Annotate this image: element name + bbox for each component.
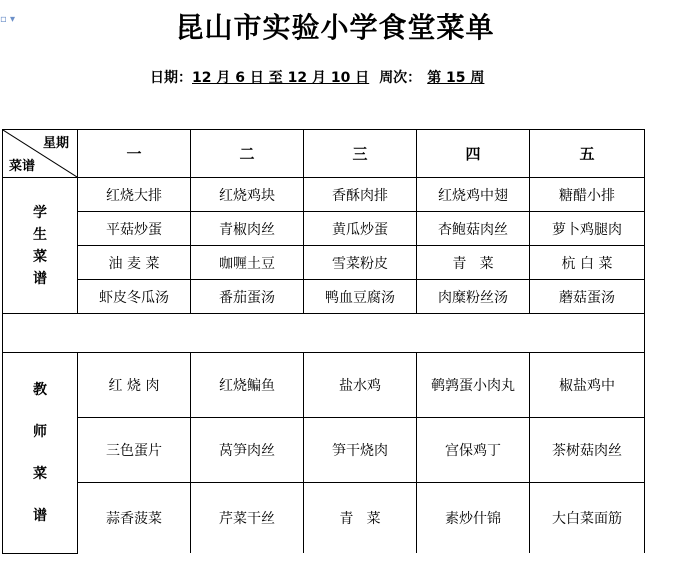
dish-cell: 椒盐鸡中 (530, 353, 645, 418)
header-row (3, 130, 645, 178)
date-range: 12 月 6 日 至 12 月 10 日 (192, 70, 370, 86)
day-header: 二 (191, 130, 304, 178)
student-row (3, 212, 645, 246)
student-row (3, 246, 645, 280)
dish-cell: 青 菜 (417, 246, 530, 280)
dish-cell: 蒜香菠菜 (78, 483, 191, 554)
dish-cell: 咖喱土豆 (191, 246, 304, 280)
week-label: 周次： (379, 70, 422, 86)
dish-cell: 莴笋肉丝 (191, 418, 304, 483)
dish-cell: 番茄蛋汤 (191, 280, 304, 314)
dish-cell: 盐水鸡 (304, 353, 417, 418)
week-value: 第 15 周 (427, 70, 485, 86)
blank-separator-row (3, 314, 645, 353)
dish-cell: 黄瓜炒蛋 (304, 212, 417, 246)
dish-cell: 鹌鹑蛋小肉丸 (417, 353, 530, 418)
menu-title: 昆山市实验小学食堂菜单 (175, 11, 495, 44)
student-row (3, 178, 645, 212)
corner-bottom-label: 菜谱 (9, 159, 36, 174)
dish-cell: 蘑菇蛋汤 (530, 280, 645, 314)
menu-table (2, 129, 645, 554)
dish-cell: 红烧鳊鱼 (191, 353, 304, 418)
dish-cell: 芹菜干丝 (191, 483, 304, 554)
teacher-row (3, 483, 645, 554)
dish-cell: 杏鲍菇肉丝 (417, 212, 530, 246)
dish-cell: 虾皮冬瓜汤 (78, 280, 191, 314)
dish-cell: 宫保鸡丁 (417, 418, 530, 483)
dish-cell: 鸭血豆腐汤 (304, 280, 417, 314)
dish-cell: 萝卜鸡腿肉 (530, 212, 645, 246)
dish-cell: 平菇炒蛋 (78, 212, 191, 246)
dish-cell: 红烧鸡块 (191, 178, 304, 212)
student-menu-label: 学 生 菜 谱 (3, 178, 78, 314)
dish-cell: 油 麦 菜 (78, 246, 191, 280)
dish-cell: 素炒什锦 (417, 483, 530, 554)
day-header: 五 (530, 130, 645, 178)
dish-cell: 青椒肉丝 (191, 212, 304, 246)
dish-cell: 杭 白 菜 (530, 246, 645, 280)
menu-meta-line (150, 68, 484, 88)
day-header: 四 (417, 130, 530, 178)
corner-top-label: 星期 (42, 136, 69, 151)
teacher-menu-label: 教 师 菜 谱 (3, 353, 78, 554)
dish-cell: 三色蛋片 (78, 418, 191, 483)
dish-cell: 香酥肉排 (304, 178, 417, 212)
dish-cell: 雪菜粉皮 (304, 246, 417, 280)
teacher-row (3, 353, 645, 418)
dish-cell: 糖醋小排 (530, 178, 645, 212)
teacher-row (3, 418, 645, 483)
day-header: 一 (78, 130, 191, 178)
student-row (3, 280, 645, 314)
dish-cell: 茶树菇肉丝 (530, 418, 645, 483)
dish-cell: 青 菜 (304, 483, 417, 554)
day-header: 三 (304, 130, 417, 178)
dish-cell: 红烧鸡中翅 (417, 178, 530, 212)
date-label: 日期： (150, 70, 192, 86)
dish-cell: 大白菜面筋 (530, 483, 645, 554)
dish-cell: 红烧大排 (78, 178, 191, 212)
blank-separator-cell (3, 314, 645, 353)
dish-cell: 红 烧 肉 (78, 353, 191, 418)
document-corner-marker: ▫ ▾ (0, 14, 15, 25)
dish-cell: 肉糜粉丝汤 (417, 280, 530, 314)
corner-cell (3, 130, 78, 178)
dish-cell: 笋干烧肉 (304, 418, 417, 483)
